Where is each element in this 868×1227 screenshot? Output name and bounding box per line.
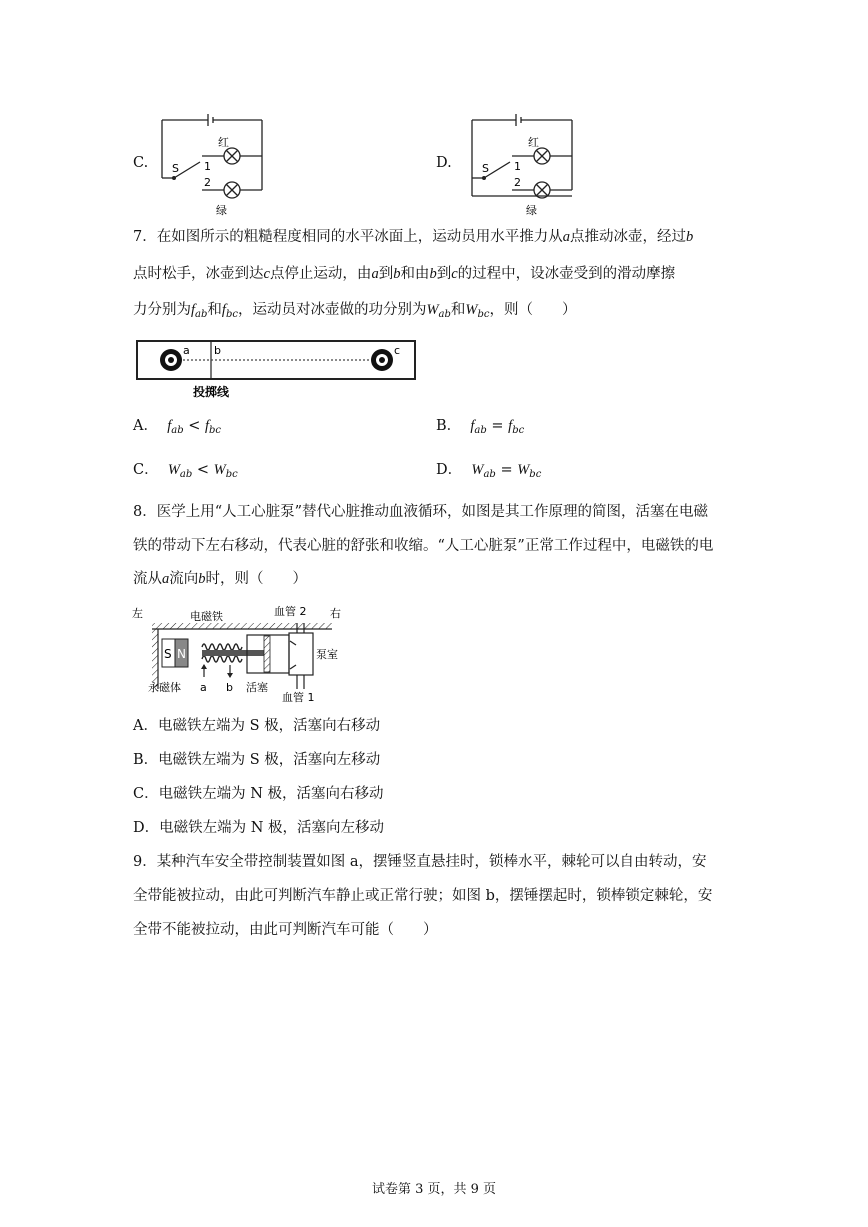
q6-option-c-label: C. [133,155,149,171]
q8-option-c: C．电磁铁左端为 N 极，活塞向右移动 [133,786,384,802]
q6-c-green-label: 绿 [216,204,227,217]
q6-d-pos2-label: 2 [514,176,521,189]
q7-fig-point-b: b [214,344,221,357]
q6-c-red-label: 红 [218,136,229,149]
q8-heart-pump-figure [132,603,352,703]
q7-option-b: B． $f_{ab} = f_{bc}$ [436,418,525,436]
q7-option-d: D． $W_{ab} = W_{bc}$ [436,462,542,480]
q8-option-a: A．电磁铁左端为 S 极，活塞向右移动 [133,718,381,734]
q9-line-1: 9．某种汽车安全带控制装置如图 a，摆锤竖直悬挂时，锁棒水平，棘轮可以自由转动，安 [133,854,707,870]
q7-fig-point-a: a [183,344,190,357]
q6-option-c-circuit [150,110,275,218]
q6-c-pos2-label: 2 [204,176,211,189]
page-footer: 试卷第 3 页，共 9 页 [371,1182,497,1197]
q7-line-3: 力分别为$f_{ab}$和$f_{bc}$，运动员对冰壶做的功分别为$W_{ab}$和$W_{bc}$，则（ ） [133,302,577,320]
q7-line-1: 7．在如图所示的粗糙程度相同的水平冰面上，运动员用水平推力从a点推动冰壶，经过b [133,229,694,245]
q8-line-3: 流从a流向b时，则（ ） [133,571,307,587]
q8-fig-pump: 泵室 [316,648,338,661]
q7-fig-point-c: c [394,344,401,357]
q6-c-pos1-label: 1 [204,160,211,173]
q8-fig-b: b [226,681,233,694]
q9-line-3: 全带不能被拉动，由此可判断汽车可能（ ） [133,922,438,938]
q7-option-a: A． $f_{ab} < f_{bc}$ [133,418,222,436]
q6-c-switch-label: S [172,162,179,175]
q6-option-d-label: D. [436,155,452,171]
q6-d-red-label: 红 [528,136,539,149]
q8-fig-magnet-s: S [164,647,172,661]
q8-fig-vessel2: 血管 2 [274,605,307,618]
q7-fig-caption: 投掷线 [193,385,230,399]
q7-curling-figure [135,334,420,402]
q8-fig-magnet: 永磁体 [148,681,181,694]
q6-d-switch-label: S [482,162,489,175]
q7-line-2: 点时松手，冰壶到达c点停止运动，由a到b和由b到c的过程中，设冰壶受到的滑动摩擦 [133,266,676,282]
q8-fig-a: a [200,681,207,694]
q7-option-c: C． $W_{ab} < W_{bc}$ [133,462,238,480]
q8-line-2: 铁的带动下左右移动，代表心脏的舒张和收缩。“人工心脏泵”正常工作过程中，电磁铁的电 [133,538,714,554]
q8-fig-magnet-n: N [177,647,186,661]
q8-fig-piston: 活塞 [246,681,268,694]
q8-option-b: B．电磁铁左端为 S 极，活塞向左移动 [133,752,381,768]
q8-fig-electromagnet: 电磁铁 [190,610,223,623]
q8-option-d: D．电磁铁左端为 N 极，活塞向左移动 [133,820,385,836]
q6-d-pos1-label: 1 [514,160,521,173]
q8-line-1: 8．医学上用“人工心脏泵”替代心脏推动血液循环，如图是其工作原理的简图，活塞在电磁 [133,504,709,520]
q8-fig-vessel1: 血管 1 [282,691,315,703]
q6-option-d-circuit [460,110,585,218]
q8-fig-right: 右 [330,607,341,620]
q8-fig-left: 左 [132,607,143,620]
q9-line-2: 全带能被拉动，由此可判断汽车静止或正常行驶；如图 b，摆锤摆起时，锁棒锁定棘轮，安 [133,888,713,904]
q6-d-green-label: 绿 [526,204,537,217]
